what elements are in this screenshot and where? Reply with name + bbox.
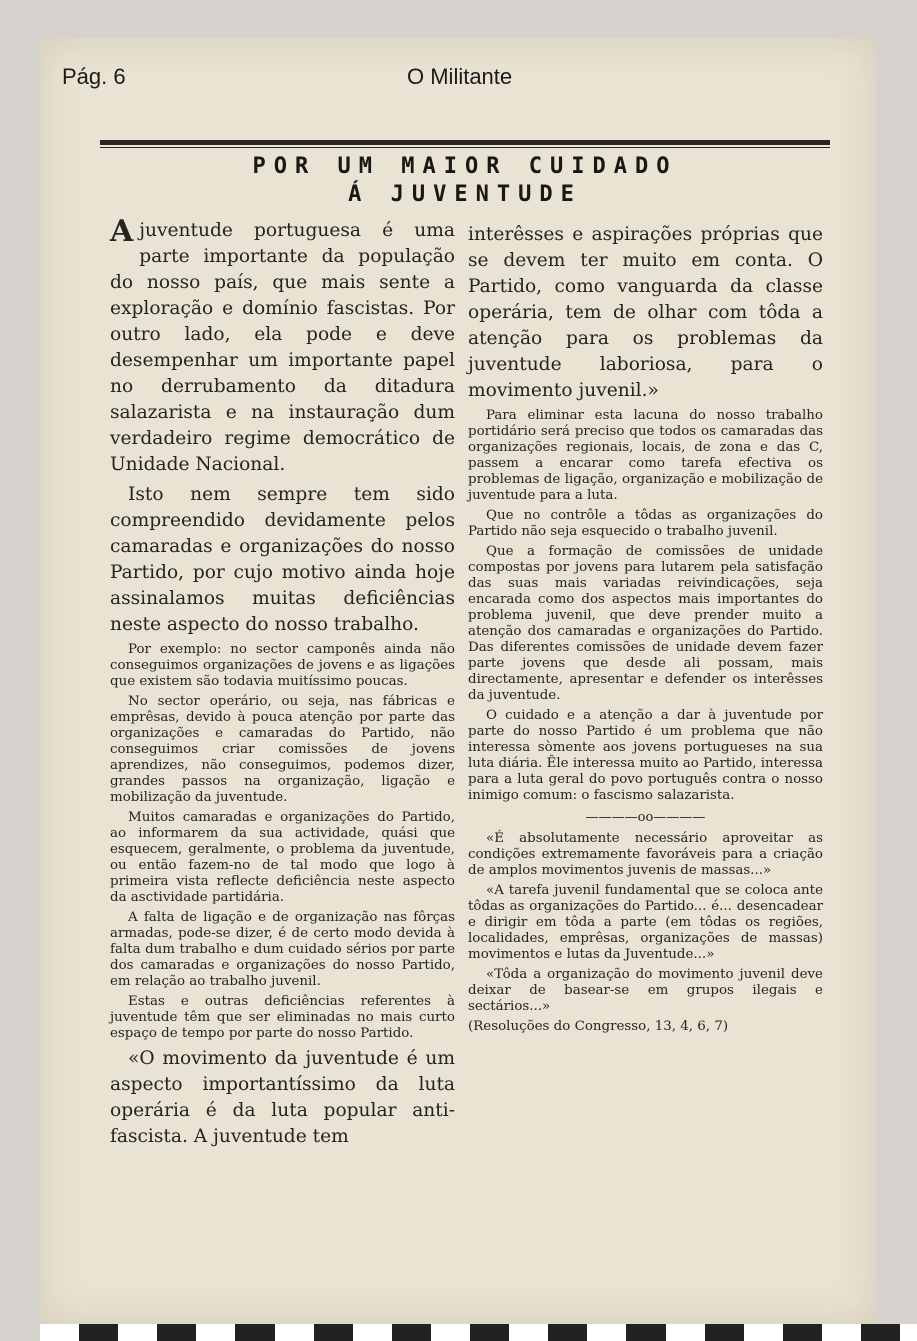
closing-quote-paragraph: «O movimento da juventude é um aspecto importantíssimo da luta operária é da luta popular anti-fascista. A juventude tem — [110, 1048, 455, 1147]
quote-paragraph: «Tôda a organização do movimento juvenil deve deixar de basear-se em grupos ilegais e sectários...» — [468, 967, 823, 1014]
header-rule-thin — [100, 147, 830, 148]
citation: (Resoluções do Congresso, 13, 4, 6, 7) — [468, 1019, 729, 1034]
page-header — [62, 64, 832, 96]
body-paragraph: Que a formação de comissões de unidade compostas por jovens para lutarem pela satisfação das suas mais variadas reivindicações, seja encarada como dos aspectos mais importantes do problema juvenil, que deve prender muito a atenção dos camaradas e organizações do Partido. Das diferentes comissões de unidade devem fazer parte jovens que desde ali possam, mais directamente, apresentar e defender os interêsses da juventude. — [468, 544, 823, 703]
quote-paragraph: «É absolutamente necessário aproveitar as condições extremamente favoráveis para a criação de amplos movimentos juvenis de massas...» — [468, 831, 823, 878]
section-separator: ————oo———— — [585, 810, 706, 825]
body-paragraph: Estas e outras deficiências referentes à juventude têm que ser eliminadas no mais curto espaço de tempo por parte do nosso Partido. — [110, 994, 455, 1041]
article-title-line2: Á JUVENTUDE — [348, 182, 582, 207]
color-scale — [40, 1324, 900, 1341]
body-paragraph: Por exemplo: no sector camponês ainda não conseguimos organizações de jovens e as ligações que existem são todavia muitíssimo poucas. — [110, 642, 455, 689]
intro-text: juventude portuguesa é uma parte importante da população do nosso país, que mais sente a exploração e domínio fascistas. Por outro lado, ela pode e deve desempenhar um importante papel no derrubamento da ditadura salazarista e na instauração dum verdadeiro regime democrático de Unidade Nacional. — [110, 220, 455, 475]
quote-paragraph: «A tarefa juvenil fundamental que se coloca ante tôdas as organizações do Partido... é... desencadear e dirigir em tôda a parte (em tôdas os regiões, localidades, emprêsas, organizações de massas) movimentos e lutas da Juventude...» — [468, 883, 823, 962]
intro-paragraph — [110, 214, 455, 478]
header-rule — [100, 140, 830, 145]
right-column — [468, 222, 823, 1039]
body-paragraph: Muitos camaradas e organizações do Partido, ao informarem da sua actividade, quási que esquecem, geralmente, o problema da juventude, ou então fazem-no de tal modo que logo à primeira vista reflecte deficiência neste aspecto da asctividade partidária. — [110, 810, 455, 905]
body-paragraph: Para eliminar esta lacuna do nosso trabalho portidário será preciso que todos os camaradas das organizações regionais, locais, de zona e das C, passem a encarar como tarefa efectiva os problemas de ligação, organização e mobilização de juventude para a luta. — [468, 408, 823, 503]
body-paragraph: Que no contrôle a tôdas as organizações do Partido não seja esquecido o trabalho juvenil. — [468, 508, 823, 539]
body-paragraph: A falta de ligação e de organização nas fôrças armadas, pode-se dizer, é de certo modo devida à falta dum trabalho e dum cuidado sérios por parte dos camaradas e organizações do nosso Partido, em relação ao trabalho juvenil. — [110, 910, 455, 989]
left-column — [110, 214, 455, 1154]
article-title-line1: POR UM MAIOR CUIDADO — [252, 154, 678, 179]
body-paragraph: O cuidado e a atenção a dar à juventude por parte do nosso Partido é um problema que não interessa sòmente aos jovens portugueses na sua luta diária. Êle interessa muito ao Partido, interessa para a luta geral do povo português contra o nosso inimigo comum: o fascismo salazarista. — [468, 708, 823, 803]
dropcap: A — [110, 214, 134, 249]
intro-paragraph: Isto nem sempre tem sido compreendido devidamente pelos camaradas e organizações do nosso Partido, por cujo motivo ainda hoje assinalamos muitas deficiências neste aspecto do nosso trabalho. — [110, 484, 455, 635]
continuation-paragraph: interêsses e aspirações próprias que se devem ter muito em conta. O Partido, como vanguarda da classe operária, tem de olhar com tôda a atenção para os problemas da juventude laboriosa, para o movimento juvenil.» — [468, 224, 823, 401]
body-paragraph: No sector operário, ou seja, nas fábricas e emprêsas, devido à pouca atenção por parte das organizações e camaradas do Partido, não conseguimos criar comissões de jovens aprendizes, não conseguimos, podemos dizer, grandes passos na organização, ligação e mobilização da juventude. — [110, 694, 455, 805]
page-number: Pág. 6 — [62, 64, 126, 89]
masthead: O Militante — [407, 64, 513, 89]
